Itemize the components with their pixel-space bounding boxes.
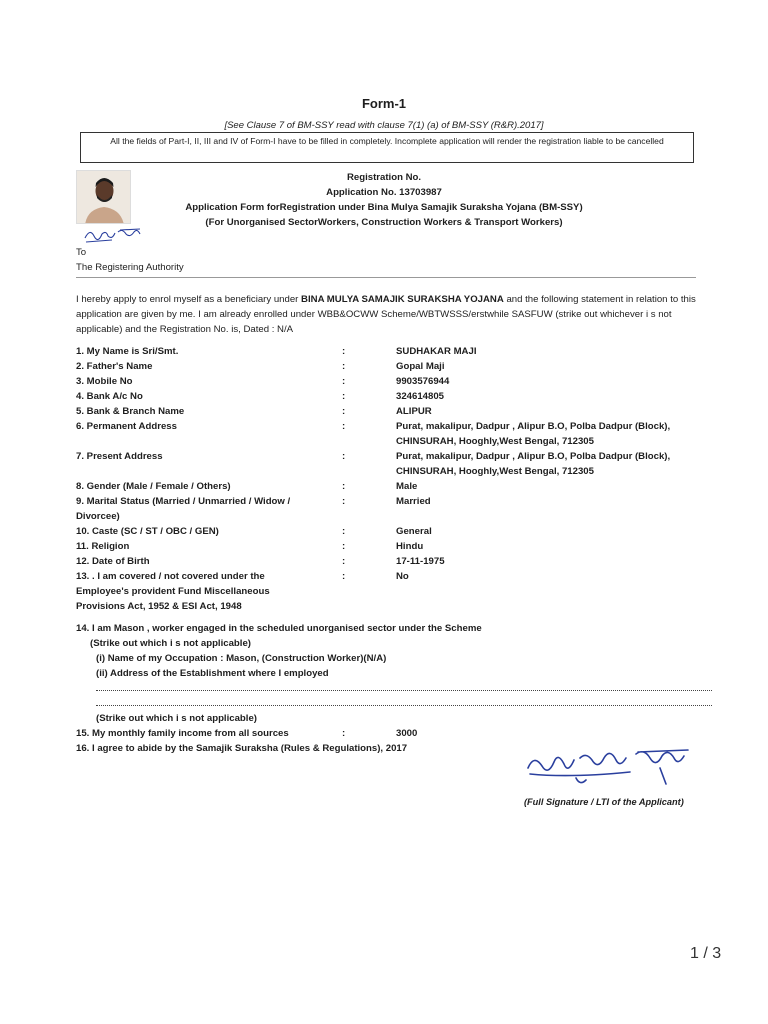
field-row bbox=[76, 419, 700, 449]
form-name: Application Form forRegistration under Bina Mulya Samajik Suraksha Yojana (BM-SSY) bbox=[185, 202, 583, 213]
field-row bbox=[76, 344, 700, 359]
field-value: 324614805 bbox=[396, 391, 445, 402]
field-label: 12. Date of Birth bbox=[76, 556, 150, 567]
field-label: 10. Caste (SC / ST / OBC / GEN) bbox=[76, 526, 219, 537]
field-value: Gopal Maji bbox=[396, 361, 445, 372]
field-colon: : bbox=[342, 346, 346, 357]
establishment-address-label: (ii) Address of the Establishment where I employed bbox=[96, 668, 329, 679]
establishment-address-line-1 bbox=[96, 690, 712, 691]
field-row bbox=[76, 374, 700, 389]
field-colon: : bbox=[342, 361, 346, 372]
field-label: 13. . I am covered / not covered under the Employee's provident Fund Miscellaneous Provisions Act, 1952 & ESI Act, 1948 bbox=[76, 571, 270, 612]
intro-part-1: I hereby apply to enrol myself as a beneficiary under bbox=[76, 294, 302, 305]
divider bbox=[76, 277, 696, 278]
section-14-strike-note: (Strike out which i s not applicable) bbox=[90, 638, 251, 649]
field-value: 17-11-1975 bbox=[396, 556, 445, 567]
field-value: SUDHAKAR MAJI bbox=[396, 346, 477, 357]
signature-caption: (Full Signature / LTI of the Applicant) bbox=[524, 797, 684, 807]
field-value: General bbox=[396, 526, 432, 537]
field-colon: : bbox=[342, 526, 346, 537]
field-label: 3. Mobile No bbox=[76, 376, 133, 387]
occupation-name: (i) Name of my Occupation : Mason, (Construction Worker)(N/A) bbox=[96, 653, 387, 664]
field-colon: : bbox=[342, 496, 346, 507]
strike-note-text: (Strike out which i s not applicable) bbox=[96, 713, 257, 724]
applicant-fields bbox=[76, 344, 700, 614]
field-colon: : bbox=[342, 541, 346, 552]
monthly-income-colon: : bbox=[342, 728, 346, 739]
section-14-strike-note-2 bbox=[76, 711, 716, 726]
notice-box: All the fields of Part-I, II, III and IV of Form-I have to be filled in completely. Incomplete application will render the registration liable to be cancelled bbox=[80, 132, 694, 163]
form-title: Form-1 bbox=[361, 96, 407, 111]
agreement-row: 16. I agree to abide by the Samajik Suraksha (Rules & Regulations), 2017 bbox=[76, 743, 408, 754]
field-row bbox=[76, 479, 700, 494]
field-value: Male bbox=[396, 481, 418, 492]
field-value: Purat, makalipur, Dadpur , Alipur B.O, Polba Dadpur (Block), CHINSURAH, Hooghly,West Bengal, 712305 bbox=[396, 451, 671, 477]
field-row bbox=[76, 569, 700, 614]
section-14 bbox=[76, 621, 716, 681]
field-colon: : bbox=[342, 391, 346, 402]
intro-statement bbox=[76, 292, 700, 337]
scheme-name: BINA MULYA SAMAJIK SURAKSHA YOJANA bbox=[301, 294, 504, 305]
field-row bbox=[76, 449, 700, 479]
monthly-income-label: 15. My monthly family income from all sources bbox=[76, 728, 289, 739]
field-value: Purat, makalipur, Dadpur , Alipur B.O, Polba Dadpur (Block), CHINSURAH, Hooghly,West Bengal, 712305 bbox=[396, 421, 671, 447]
field-label: 4. Bank A/c No bbox=[76, 391, 143, 402]
field-row bbox=[76, 524, 700, 539]
field-colon: : bbox=[342, 376, 346, 387]
field-row bbox=[76, 494, 700, 524]
field-row bbox=[76, 539, 700, 554]
field-label: 7. Present Address bbox=[76, 451, 163, 462]
field-colon: : bbox=[342, 406, 346, 417]
eligible-workers: (For Unorganised SectorWorkers, Construction Workers & Transport Workers) bbox=[205, 217, 563, 228]
establishment-address-line-2 bbox=[96, 705, 712, 706]
field-value: 9903576944 bbox=[396, 376, 450, 387]
field-colon: : bbox=[342, 571, 346, 582]
registering-authority: The Registering Authority bbox=[76, 262, 184, 273]
field-label: 11. Religion bbox=[76, 541, 130, 552]
field-colon: : bbox=[342, 481, 346, 492]
field-colon: : bbox=[342, 451, 346, 462]
field-row bbox=[76, 554, 700, 569]
applicant-signature-icon bbox=[520, 744, 695, 790]
clause-reference: [See Clause 7 of BM-SSY read with clause 7(1) (a) of BM-SSY (R&R).2017] bbox=[224, 120, 544, 131]
field-value: Hindu bbox=[396, 541, 424, 552]
intro-part-2: and the following statement in relation to this application are given by me. I am already enrolled under WBB&OCWW Scheme/WBTWSSS/erstwhile SASFUW (strike out whichever i s not applicable) and the Registration No. is, Dated : N/A bbox=[76, 294, 696, 335]
field-value: No bbox=[396, 571, 409, 582]
monthly-income-value: 3000 bbox=[396, 728, 418, 739]
registration-no: Registration No. bbox=[346, 172, 422, 183]
field-label: 6. Permanent Address bbox=[76, 421, 177, 432]
field-value: Married bbox=[396, 496, 431, 507]
field-label: 8. Gender (Male / Female / Others) bbox=[76, 481, 231, 492]
field-row bbox=[76, 389, 700, 404]
section-14-title: 14. I am Mason , worker engaged in the scheduled unorganised sector under the Scheme bbox=[76, 623, 482, 634]
field-label: 1. My Name is Sri/Smt. bbox=[76, 346, 179, 357]
field-colon: : bbox=[342, 556, 346, 567]
field-value: ALIPUR bbox=[396, 406, 432, 417]
field-row bbox=[76, 359, 700, 374]
application-no: Application No. 13703987 bbox=[326, 187, 442, 198]
to-label: To bbox=[76, 247, 87, 258]
field-row bbox=[76, 404, 700, 419]
field-colon: : bbox=[342, 421, 346, 432]
field-label: 5. Bank & Branch Name bbox=[76, 406, 185, 417]
page-number: 1 / 3 bbox=[690, 945, 722, 962]
field-label: 2. Father's Name bbox=[76, 361, 153, 372]
field-label: 9. Marital Status (Married / Unmarried / Widow / Divorcee) bbox=[76, 496, 291, 522]
